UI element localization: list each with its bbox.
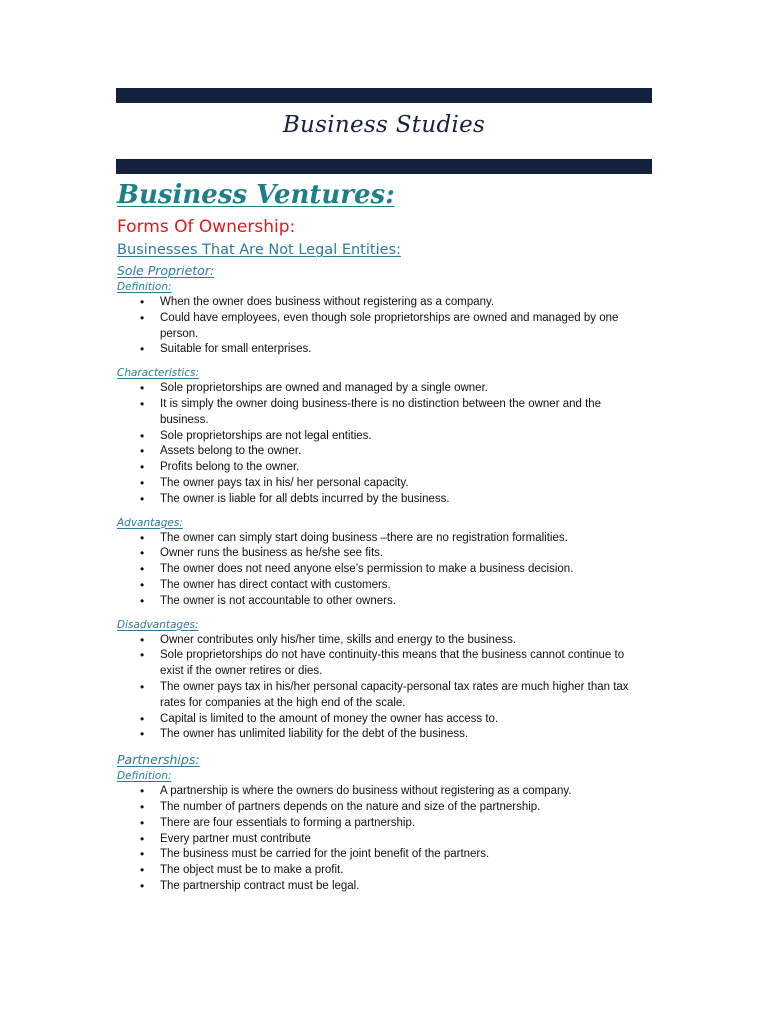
sole-proprietor-advantages-label: Advantages: — [117, 516, 183, 529]
list-item: • It is simply the owner doing business-there is no distinction between the owner and the business. — [117, 397, 652, 429]
list-item: • The owner pays tax in his/her personal capacity-personal tax rates are much higher than tax rates for companies at the high end of the scale. — [117, 680, 652, 712]
list-item: • Sole proprietorships are not legal entities. — [117, 429, 652, 445]
sole-proprietor-advantages-list — [117, 531, 652, 610]
list-item: • Capital is limited to the amount of money the owner has access to. — [117, 712, 652, 728]
sole-proprietor-heading: Sole Proprietor: — [117, 263, 215, 278]
sole-proprietor-definition-label: Definition: — [117, 281, 172, 293]
list-item: • The owner pays tax in his/ her personal capacity. — [117, 476, 652, 492]
list-item: • When the owner does business without registering as a company. — [117, 295, 652, 311]
partnerships-definition-label: Definition: — [117, 770, 172, 783]
partnerships-heading: Partnerships: — [117, 752, 200, 768]
list-item: • The partnership contract must be legal. — [117, 879, 652, 895]
list-item: • There are four essentials to forming a partnership. — [117, 816, 652, 832]
list-item: • Owner runs the business as he/she see fits. — [117, 546, 652, 562]
list-item: • The owner does not need anyone else’s permission to make a business decision. — [117, 562, 652, 578]
list-item: • Could have employees, even though sole proprietorships are owned and managed by one person. — [117, 311, 652, 343]
subheading-forms-of-ownership: Forms Of Ownership: — [117, 217, 296, 237]
list-item: • Profits belong to the owner. — [117, 460, 652, 476]
sole-proprietor-disadvantages-label: Disadvantages: — [117, 618, 199, 631]
list-item: • The owner is liable for all debts incurred by the business. — [117, 492, 652, 508]
list-item: • The owner is not accountable to other owners. — [117, 594, 652, 610]
list-item: • A partnership is where the owners do business without registering as a company. — [117, 784, 652, 800]
list-item: • Owner contributes only his/her time, skills and energy to the business. — [117, 633, 652, 649]
document-body — [117, 178, 652, 895]
list-item: • The object must be to make a profit. — [117, 863, 652, 879]
list-item: • The number of partners depends on the nature and size of the partnership. — [117, 800, 652, 816]
sole-proprietor-definition-list — [117, 295, 652, 358]
header-bottom-bar — [116, 159, 652, 174]
sole-proprietor-characteristics-label: Characteristics: — [117, 367, 200, 380]
section-heading: Businesses That Are Not Legal Entities: — [117, 242, 401, 258]
list-item: • The owner can simply start doing business –there are no registration formalities. — [117, 531, 652, 547]
list-item: • The owner has unlimited liability for the debt of the business. — [117, 727, 652, 743]
partnerships-definition-list — [117, 784, 652, 895]
list-item: • The business must be carried for the joint benefit of the partners. — [117, 847, 652, 863]
list-item: • Sole proprietorships are owned and managed by a single owner. — [117, 381, 652, 397]
document-title: Business Studies — [282, 112, 486, 138]
list-item: • The owner has direct contact with customers. — [117, 578, 652, 594]
main-heading: Business Ventures: — [117, 180, 395, 210]
sole-proprietor-characteristics-list — [117, 381, 652, 507]
sole-proprietor-disadvantages-list — [117, 633, 652, 744]
list-item: • Every partner must contribute — [117, 832, 652, 848]
header-top-bar — [116, 88, 652, 103]
list-item: • Suitable for small enterprises. — [117, 342, 652, 358]
list-item: • Assets belong to the owner. — [117, 444, 652, 460]
list-item: • Sole proprietorships do not have continuity-this means that the business cannot continue to exist if the owner retires or dies. — [117, 648, 652, 680]
